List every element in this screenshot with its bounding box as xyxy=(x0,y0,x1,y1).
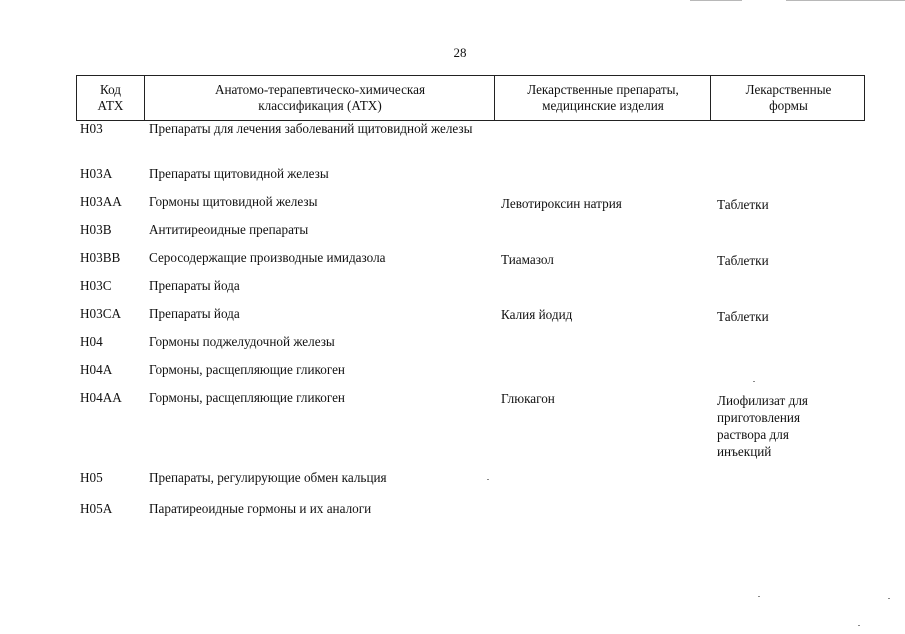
row-name: Препараты для лечения заболеваний щитовидной железы xyxy=(149,121,473,136)
scan-speck xyxy=(858,625,860,626)
page-number: 28 xyxy=(453,45,467,60)
table-header xyxy=(76,75,865,121)
row-code: H05 xyxy=(80,470,103,485)
row-code: H05A xyxy=(80,501,113,516)
scan-speck xyxy=(753,381,755,382)
row-drug: Тиамазол xyxy=(501,252,554,267)
row-name: Гормоны щитовидной железы xyxy=(149,194,318,209)
row-name: Паратиреоидные гормоны и их аналоги xyxy=(149,501,372,516)
header-drugs: Лекарственные препараты, медицинские изделия xyxy=(494,76,711,120)
row-form: Таблетки xyxy=(717,253,769,268)
row-form: Лиофилизат для приготовления раствора для инъекций xyxy=(717,393,808,459)
row-drug: Левотироксин натрия xyxy=(501,196,622,211)
scan-speck xyxy=(758,596,760,597)
row-code: H04AA xyxy=(80,390,122,405)
row-code: H03 xyxy=(80,121,103,136)
row-code: H03B xyxy=(80,222,112,237)
row-code: H03CA xyxy=(80,306,122,321)
row-form: Таблетки xyxy=(717,309,769,324)
row-form: Таблетки xyxy=(717,197,769,212)
row-name: Серосодержащие производные имидазола xyxy=(149,250,386,265)
header-classification: Анатомо-терапевтическо-химическая классификация (АТХ) xyxy=(144,76,495,120)
row-code: H03AA xyxy=(80,194,122,209)
row-code: H04A xyxy=(80,362,113,377)
scan-speck xyxy=(888,598,890,599)
row-code: H03BB xyxy=(80,250,121,265)
row-name: Препараты йода xyxy=(149,306,240,321)
scan-speck xyxy=(487,479,489,480)
header-code: Код АТХ xyxy=(97,82,124,113)
row-name: Гормоны, расщепляющие гликоген xyxy=(149,362,345,377)
row-drug: Калия йодид xyxy=(501,307,573,322)
row-name: Гормоны, расщепляющие гликоген xyxy=(149,390,345,405)
row-drug: Глюкагон xyxy=(501,391,555,406)
row-code: H04 xyxy=(80,334,103,349)
row-code: H03A xyxy=(80,166,113,181)
row-code: H03C xyxy=(80,278,112,293)
scan-artifact-line xyxy=(786,0,905,1)
scan-artifact-line xyxy=(690,0,742,1)
row-name: Антитиреоидные препараты xyxy=(149,222,309,237)
row-name: Препараты щитовидной железы xyxy=(149,166,329,181)
row-name: Препараты йода xyxy=(149,278,240,293)
header-forms: Лекарственные формы xyxy=(710,76,866,120)
row-name: Препараты, регулирующие обмен кальция xyxy=(149,470,387,485)
row-name: Гормоны поджелудочной железы xyxy=(149,334,335,349)
